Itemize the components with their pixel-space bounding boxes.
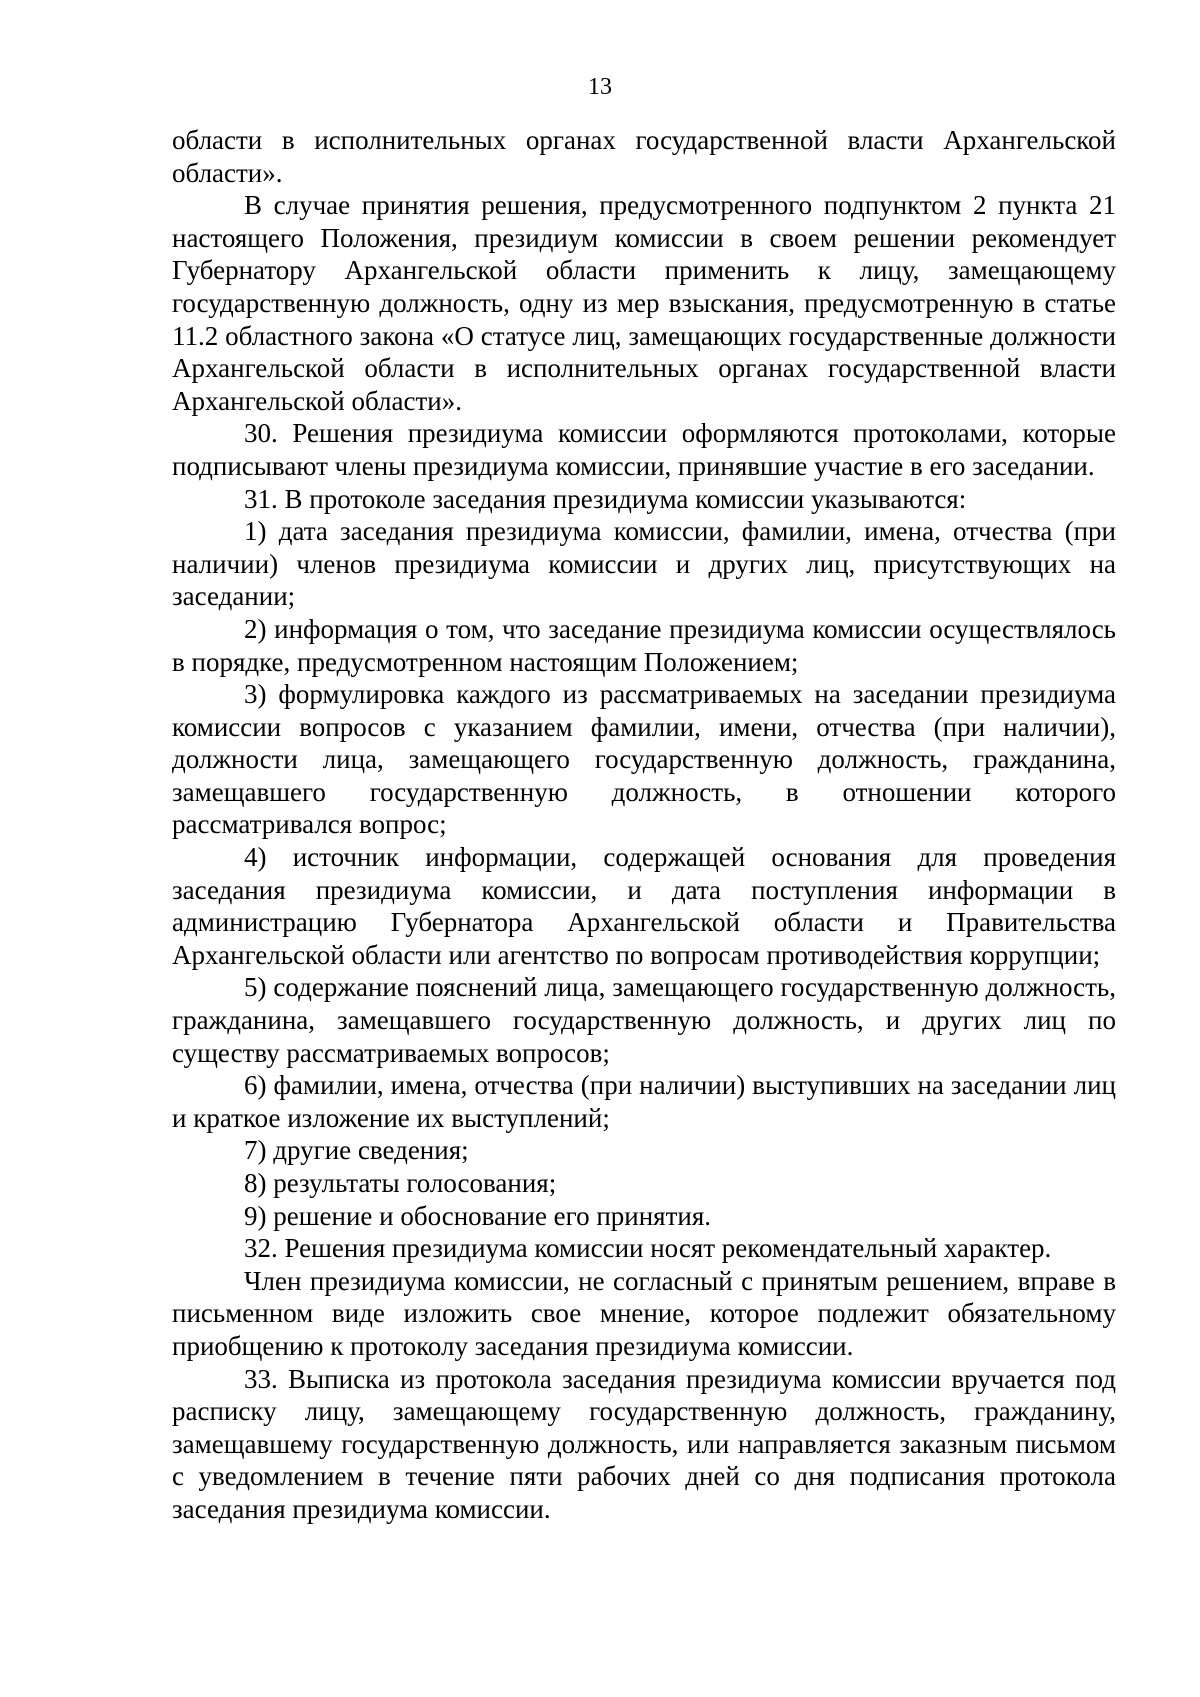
list-item-8: 8) результаты голосования; <box>244 1168 557 1198</box>
paragraph-33: 33. Выписка из протокола заседания президиума комиссии вручается под расписку лицу, замещающему государственную должность, гражданину, замещавшему государственную должность, или направляется заказным письмом с уведомлением в течение пяти рабочих дней со дня подписания протокола заседания президиума комиссии. <box>172 1363 1116 1524</box>
list-item-2: 2) информация о том, что заседание президиума комиссии осуществлялось в порядке, предусмотренном настоящим Положением; <box>172 613 1116 677</box>
paragraph-decision-case: В случае принятия решения, предусмотренного подпунктом 2 пункта 21 настоящего Положения, президиум комиссии в своем решении рекомендует Губернатору Архангельской области применить к лицу, замещающему государственную должность, одну из мер взыскания, предусмотренную в статье 11.2 областного закона «О статусе лиц, замещающих государственные должности Архангельской области в исполнительных органах государственной власти Архангельской области». <box>172 190 1116 416</box>
list-item-9: 9) решение и обоснование его принятия. <box>244 1200 712 1231</box>
paragraph-dissent: Член президиума комиссии, не согласный с принятым решением, вправе в письменном виде изложить свое мнение, которое подлежит обязательному приобщению к протоколу заседания президиума комиссии. <box>172 1265 1116 1361</box>
document-body <box>172 124 1116 1526</box>
list-item-7: 7) другие сведения; <box>244 1135 469 1166</box>
paragraph-32: 32. Решения президиума комиссии носят рекомендательный характер. <box>244 1233 1052 1264</box>
list-item-3: 3) формулировка каждого из рассматриваемых на заседании президиума комиссии вопросов с указанием фамилии, имени, отчества (при наличии), должности лица, замещающего государственную должность, гражданина, замещавшего государственную должность, в отношении которого рассматривался вопрос; <box>172 679 1116 840</box>
list-item-1: 1) дата заседания президиума комиссии, фамилии, имена, отчества (при наличии) членов президиума комиссии и других лиц, присутствующих на заседании; <box>172 516 1116 612</box>
list-item-6: 6) фамилии, имена, отчества (при наличии) выступивших на заседании лиц и краткое изложение их выступлений; <box>172 1070 1116 1133</box>
list-item-4: 4) источник информации, содержащей основания для проведения заседания президиума комиссии, и дата поступления информации в администрацию Губернатора Архангельской области и Правительства Архангельской области или агентство по вопросам противодействия коррупции; <box>172 842 1116 970</box>
paragraph-continuation: области в исполнительных органах государственной власти Архангельской области». <box>172 125 1116 188</box>
paragraph-31: 31. В протоколе заседания президиума комиссии указываются: <box>244 483 967 514</box>
paragraph-30: 30. Решения президиума комиссии оформляются протоколами, которые подписывают члены президиума комиссии, принявшие участие в его заседании. <box>172 418 1116 481</box>
page-number: 13 <box>588 74 612 100</box>
list-item-5: 5) содержание пояснений лица, замещающего государственную должность, гражданина, замещавшего государственную должность, и других лиц по существу рассматриваемых вопросов; <box>172 972 1116 1068</box>
